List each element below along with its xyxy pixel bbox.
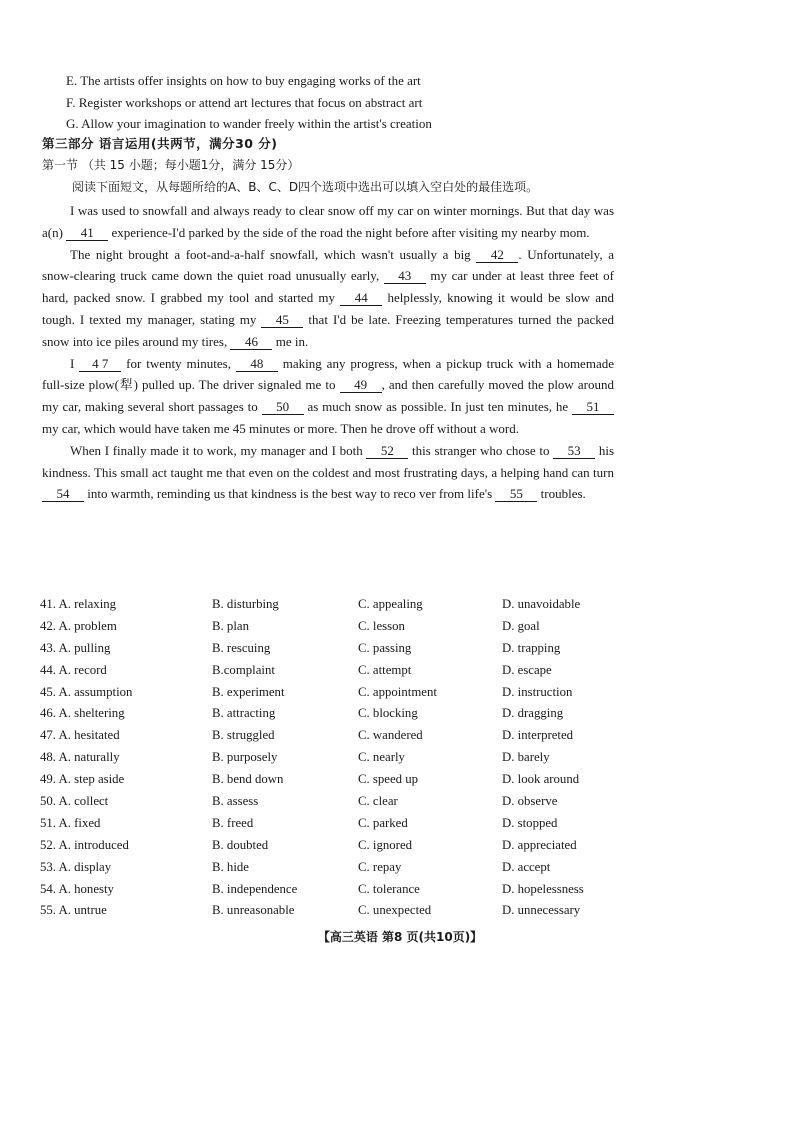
question-row-50 xyxy=(40,791,620,813)
option-c: C. parked xyxy=(358,815,408,830)
section-subtitle: 第一节 （共 15 小题；每小题1分，满分 15分） xyxy=(42,158,300,172)
option-b: B. unreasonable xyxy=(212,903,295,918)
option-a: 41. A. relaxing xyxy=(40,597,117,611)
option-c: C. repay xyxy=(358,859,402,874)
blank-55: 55 xyxy=(495,487,537,502)
option-d: D. dragging xyxy=(502,706,564,721)
question-row-51 xyxy=(40,813,620,835)
option-g: G. Allow your imagination to wander freely within the artist's creation xyxy=(66,116,432,131)
option-a: 51. A. fixed xyxy=(40,815,101,830)
option-a: 53. A. display xyxy=(40,859,112,874)
option-c: C. appointment xyxy=(358,684,437,699)
option-d: D. hopelessness xyxy=(502,881,584,896)
option-d: D. accept xyxy=(502,859,551,874)
option-a: 49. A. step aside xyxy=(40,772,125,787)
question-row-49 xyxy=(40,769,620,791)
question-row-47 xyxy=(40,725,620,747)
option-c: C. attempt xyxy=(358,662,412,677)
option-b: B. hide xyxy=(212,859,249,874)
text: as much snow as possible. In just ten minutes, he xyxy=(303,399,572,415)
blank-47: 4 7 xyxy=(79,357,121,372)
option-d: D. observe xyxy=(502,794,558,809)
option-d: D. unavoidable xyxy=(502,597,581,611)
cloze-passage xyxy=(42,200,614,505)
blank-53: 53 xyxy=(553,444,595,459)
question-row-53 xyxy=(40,857,620,879)
page-footer: 【高三英语 第8 页(共10页)】 xyxy=(317,930,483,944)
option-b: B. bend down xyxy=(212,772,284,787)
question-row-55 xyxy=(40,900,620,922)
blank-44: 44 xyxy=(340,291,382,306)
option-c: C. clear xyxy=(358,794,398,809)
blank-52: 52 xyxy=(366,444,408,459)
option-c: C. tolerance xyxy=(358,881,420,896)
option-b: B. independence xyxy=(212,881,298,896)
text: I was used to snowfall and always ready to clear snow off my car on winter mornings. But that day was a(n) xyxy=(42,203,614,240)
text: for twenty minutes, xyxy=(121,355,236,371)
paragraph-2 xyxy=(42,244,614,353)
text: my car under at least three feet of hard, packed snow. I grabbed my tool and started my xyxy=(42,268,615,306)
text: , and then carefully moved the plow around my car, making several short passages to xyxy=(42,377,614,415)
option-b: B. purposely xyxy=(212,750,278,765)
option-b: B. attracting xyxy=(212,706,276,721)
option-b: B. struggled xyxy=(212,728,275,743)
text: into warmth, reminding us that kindness is the best way to reco ver from life's xyxy=(84,486,496,502)
text: troubles. xyxy=(537,486,586,502)
option-d: D. unnecessary xyxy=(502,903,581,918)
text: making any progress, when a pickup truck with a homemade full-size plow(犁) pulled up. The driver signaled me to xyxy=(42,355,614,393)
option-a: 46. A. sheltering xyxy=(40,706,125,721)
option-d: D. barely xyxy=(502,750,550,765)
blank-49: 49 xyxy=(340,378,382,393)
text: experience-I'd parked by the side of the road the night before after visiting my nearby mom. xyxy=(108,224,590,240)
option-d: D. instruction xyxy=(502,684,573,699)
question-row-43 xyxy=(40,638,620,660)
option-c: C. unexpected xyxy=(358,903,432,918)
option-b: B.complaint xyxy=(212,662,275,677)
section-instruction: 阅读下面短文，从每题所给的A、B、C、D四个选项中选出可以填入空白处的最佳选项。 xyxy=(72,180,539,194)
blank-43: 43 xyxy=(384,269,426,284)
blank-50: 50 xyxy=(262,400,304,415)
question-row-45 xyxy=(40,682,620,704)
option-b: B. freed xyxy=(212,815,254,830)
option-d: D. goal xyxy=(502,618,540,633)
paragraph-4 xyxy=(42,440,614,505)
question-row-44 xyxy=(40,660,620,682)
answer-options-table xyxy=(40,594,620,922)
option-d: D. trapping xyxy=(502,640,561,655)
question-row-42 xyxy=(40,616,620,638)
text: I xyxy=(70,355,80,371)
option-a: 42. A. problem xyxy=(40,618,117,633)
option-a: 52. A. introduced xyxy=(40,837,129,852)
blank-46: 46 xyxy=(230,335,272,350)
option-c: C. blocking xyxy=(358,706,418,721)
option-a: 50. A. collect xyxy=(40,794,109,809)
paragraph-1 xyxy=(42,200,614,244)
option-d: D. appreciated xyxy=(502,837,577,852)
option-c: C. nearly xyxy=(358,750,405,765)
option-a: 54. A. honesty xyxy=(40,881,114,896)
text: The night brought a foot-and-a-half snowfall, which wasn't usually a big xyxy=(70,246,477,262)
text: . Unfortunately, a snow-clearing truck came down the quiet road unusually early, xyxy=(42,246,614,284)
blank-48: 48 xyxy=(236,357,278,372)
option-a: 47. A. hesitated xyxy=(40,728,120,743)
option-b: B. plan xyxy=(212,618,249,633)
option-c: C. wandered xyxy=(358,728,423,743)
blank-42: 42 xyxy=(476,248,518,263)
text: When I finally made it to work, my manager and I both xyxy=(70,442,367,458)
blank-54: 54 xyxy=(42,487,84,502)
text: my car, which would have taken me 45 minutes or more. Then he drove off without a word. xyxy=(42,420,519,436)
option-a: 43. A. pulling xyxy=(40,640,111,655)
section-title: 第三部分 语言运用(共两节，满分30 分) xyxy=(42,136,278,151)
option-a: 44. A. record xyxy=(40,662,107,677)
option-c: C. speed up xyxy=(358,772,419,787)
option-b: B. experiment xyxy=(212,684,285,699)
previous-section-options xyxy=(66,70,626,135)
blank-41: 41 xyxy=(66,226,108,241)
option-f: F. Register workshops or attend art lectures that focus on abstract art xyxy=(66,94,423,110)
blank-45: 45 xyxy=(261,313,303,328)
option-d: D. stopped xyxy=(502,815,558,830)
option-b: B. assess xyxy=(212,794,259,809)
option-c: C. appealing xyxy=(358,597,423,611)
option-e: E. The artists offer insights on how to buy engaging works of the art xyxy=(66,73,421,88)
option-d: D. look around xyxy=(502,772,580,787)
option-b: B. disturbing xyxy=(212,597,279,611)
question-row-41 xyxy=(40,594,620,616)
text: me in. xyxy=(272,333,309,349)
paragraph-3 xyxy=(42,353,614,440)
option-a: 55. A. untrue xyxy=(40,903,107,918)
blank-51: 51 xyxy=(572,400,614,415)
question-row-48 xyxy=(40,747,620,769)
option-b: B. rescuing xyxy=(212,640,271,655)
option-a: 48. A. naturally xyxy=(40,750,120,765)
option-c: C. passing xyxy=(358,640,412,655)
option-b: B. doubted xyxy=(212,837,269,852)
option-c: C. ignored xyxy=(358,837,413,852)
option-a: 45. A. assumption xyxy=(40,684,133,699)
text: helplessly, knowing it would be slow and tough. I texted my manager, stating my xyxy=(42,290,614,327)
text: that I'd be late. Freezing temperatures turned the packed snow into ice piles around my tires, xyxy=(42,311,615,349)
text: this stranger who chose to xyxy=(408,442,554,458)
option-d: D. escape xyxy=(502,662,552,677)
question-row-46 xyxy=(40,703,620,725)
option-c: C. lesson xyxy=(358,618,405,633)
text: his kindness. This small act taught me that even on the coldest and most frustrating days, a helping hand can turn xyxy=(42,442,614,480)
question-row-52 xyxy=(40,835,620,857)
question-row-54 xyxy=(40,879,620,901)
option-d: D. interpreted xyxy=(502,728,574,743)
